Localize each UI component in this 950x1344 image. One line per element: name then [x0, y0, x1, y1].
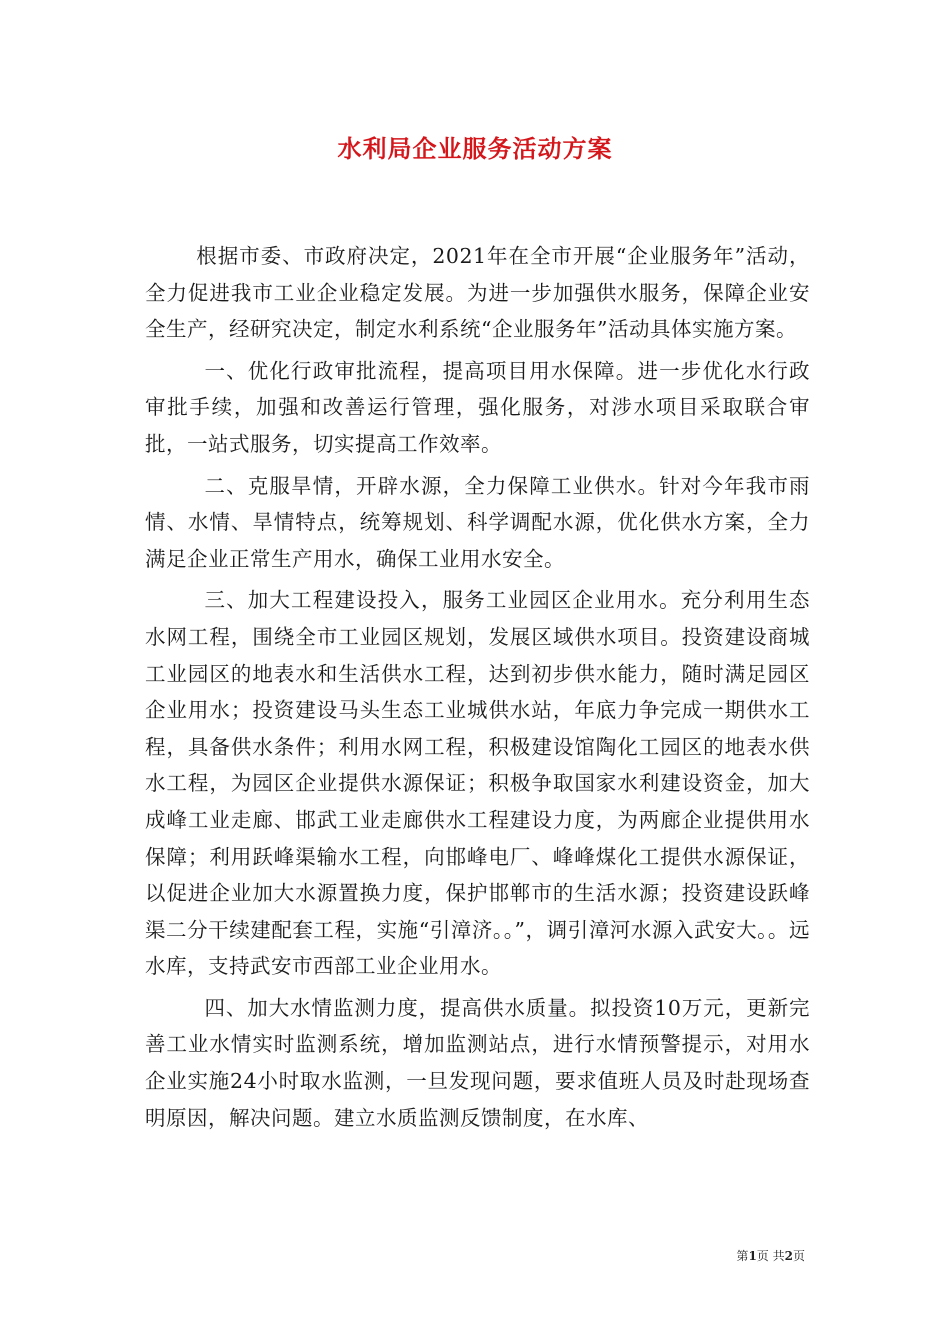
paragraph-section-4: 四、加大水情监测力度，提高供水质量。拟投资10万元，更新完善工业水情实时监测系统，增加监测站点，进行水情预警提示，对用水企业实施24小时取水监测，一旦发现问题，要求值班人员及时赴现场查明原因，解决问题。建立水质监测反馈制度，在水库、	[145, 995, 810, 1130]
footer-suffix: 页	[792, 1249, 805, 1263]
paragraph-section-1: 一、优化行政审批流程，提高项目用水保障。进一步优化水行政审批手续，加强和改善运行管理，强化服务，对涉水项目采取联合审批，一站式服务，切实提高工作效率。	[145, 358, 810, 456]
footer-prefix: 第	[736, 1249, 749, 1263]
footer-middle: 页 共	[756, 1249, 785, 1263]
page-number-footer	[736, 1248, 805, 1264]
paragraph-section-3: 三、加大工程建设投入，服务工业园区企业用水。充分利用生态水网工程，围绕全市工业园区规划，发展区域供水项目。投资建设商城工业园区的地表水和生活供水工程，达到初步供水能力，随时满足园区企业用水；投资建设马头生态工业城供水站，年底力争完成一期供水工程，具备供水条件；利用水网工程，积极建设馆陶化工园区的地表水供水工程，为园区企业提供水源保证；积极争取国家水利建设资金，加大成峰工业走廊、邯武工业走廊供水工程建设力度，为两廊企业提供用水保障；利用跃峰渠输水工程，向邯峰电厂、峰峰煤化工提供水源保证，以促进企业加大水源置换力度，保护邯郸市的生活水源；投资建设跃峰渠二分干续建配套工程，实施“引漳济。。”，调引漳河水源入武安大。。远水库，支持武安市西部工业企业用水。	[145, 588, 810, 979]
paragraph-intro: 根据市委、市政府决定，2021年在全市开展“企业服务年”活动，全力促进我市工业企业稳定发展。为进一步加强供水服务，保障企业安全生产，经研究决定，制定水利系统“企业服务年”活动具体实施方案。	[145, 244, 810, 342]
paragraph-section-2: 二、克服旱情，开辟水源，全力保障工业供水。针对今年我市雨情、水情、旱情特点，统筹规划、科学调配水源，优化供水方案，全力满足企业正常生产用水，确保工业用水安全。	[145, 473, 810, 571]
footer-current-page: 1	[748, 1249, 757, 1263]
footer-total-pages: 2	[784, 1249, 793, 1263]
document-body	[145, 238, 810, 1136]
document-title: 水利局企业服务活动方案	[337, 134, 613, 163]
